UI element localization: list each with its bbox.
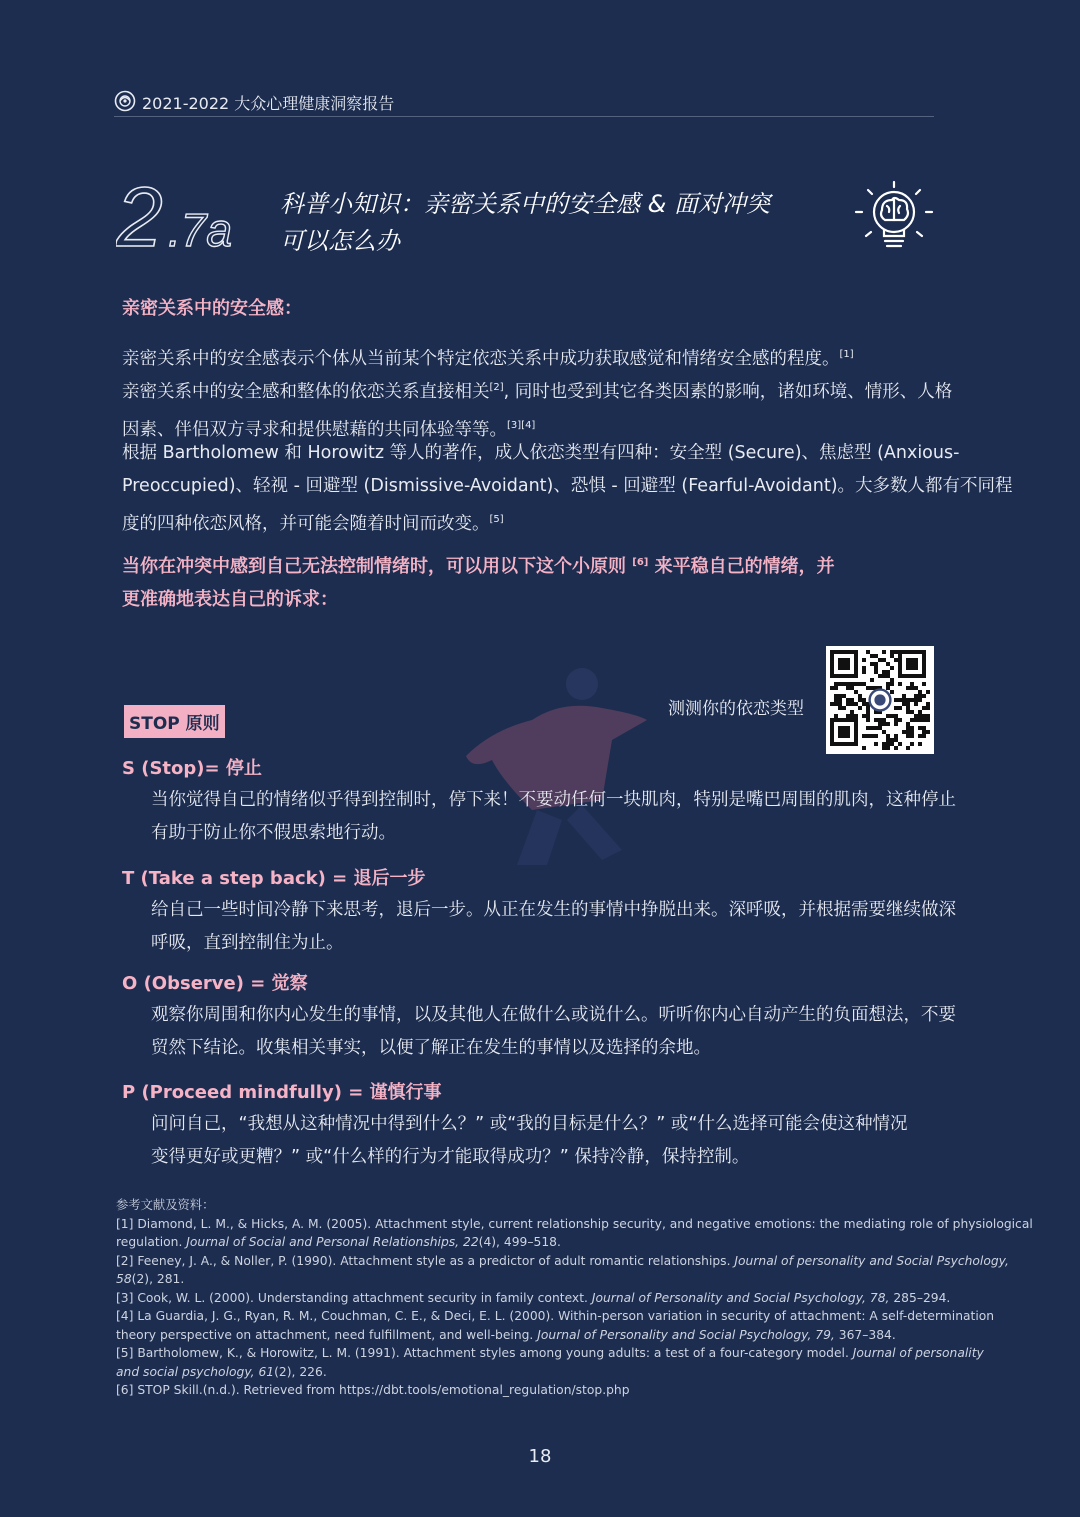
reference-4: [4] La Guardia, J. G., Ryan, R. M., Couchman, C. E., & Deci, E. L. (2000). Within-person variation in security of attachment: A self-determination theory perspective on attachment, need fulfillment, and well-being. Journal of Personality and Social Psychology, 79, 367–384. <box>116 1309 995 1342</box>
stop-badge: STOP 原则 <box>124 705 225 738</box>
reference-1: [1] Diamond, L. M., & Hicks, A. M. (2005). Attachment style, current relationship security, and negative emotions: the mediating role of physiological regulation. Journal of Social and Personal Relationships, 22(4), 499–518. <box>116 1216 1033 1249</box>
citation: [2] <box>489 382 504 393</box>
rule-body-t: 给自己一些时间冷静下来思考，退后一步。从正在发生的事情中挣脱出来。深呼吸，并根据需要继续做深 呼吸，直到控制住为止。 <box>151 900 956 953</box>
page-number: 18 <box>528 1446 552 1467</box>
reference-2: [2] Feeney, J. A., & Noller, P. (1990). Attachment style as a predictor of adult romantic relationships. Journal of personality and Social Psychology, 58(2), 281. <box>116 1253 1009 1286</box>
rule-body-p: 问问自己，“我想从这种情况中得到什么？” 或“我的目标是什么？” 或“什么选择可能会使这种情况 变得更好或更糟？” 或“什么样的行为才能取得成功？” 保持冷静，保持控制。 <box>151 1114 908 1167</box>
rule-body-o: 观察你周围和你内心发生的事情，以及其他人在做什么或说什么。听听你内心自动产生的负面想法，不要 贸然下结论。收集相关事实，以便了解正在发生的事情以及选择的余地。 <box>151 1005 956 1058</box>
citation: [3][4] <box>507 419 536 431</box>
reference-6[interactable]: [6] STOP Skill.(n.d.). Retrieved from https://dbt.tools/emotional_regulation/stop.php <box>116 1383 630 1397</box>
intimacy-paragraph-1: 亲密关系中的安全感表示个体从当前某个特定依恋关系中成功获取感觉和情绪安全感的程度。[1] <box>122 348 854 369</box>
report-logo-icon <box>114 90 136 112</box>
highlight-text: 当你在冲突中感到自己无法控制情绪时，可以用以下这个小原则 [6] 来平稳自己的情绪，并 更准确地表达自己的诉求： <box>122 556 835 610</box>
references-title: 参考文献及资料： <box>116 1198 215 1212</box>
citation: [1] <box>839 349 854 360</box>
rule-heading-o: O (Observe) = 觉察 <box>122 973 308 994</box>
references <box>116 1196 1033 1400</box>
page-header <box>114 90 934 117</box>
section-number-sub: .7a <box>168 204 232 256</box>
rule-body-s: 当你觉得自己的情绪似乎得到控制时，停下来！不要动任何一块肌肉，特别是嘴巴周围的肌肉，这种停止 有助于防止你不假思索地行动。 <box>151 790 956 843</box>
rule-heading-p: P (Proceed mindfully) = 谨慎行事 <box>122 1082 442 1103</box>
section-number-main: 2 <box>116 178 163 256</box>
report-title: 2021-2022 大众心理健康洞察报告 <box>142 94 395 113</box>
section-number <box>116 178 256 256</box>
qr-code[interactable] <box>826 646 934 754</box>
qr-label: 测测你的依恋类型 <box>668 699 804 719</box>
rule-heading-s: S (Stop)= 停止 <box>122 758 262 779</box>
intimacy-paragraph-3: 根据 Bartholomew 和 Horowitz 等人的著作，成人依恋类型有四种：安全型 (Secure)、焦虑型 (Anxious- Preoccupied)、轻视 - 回避型 (Dismissive-Avoidant)、恐惧 - 回避型 (Fearful-Avoidant)。大多数人都有不同程 度的四种依恋风格，并可能会随着时间而改变。[5] <box>122 443 1013 534</box>
brain-bulb-icon <box>852 178 936 258</box>
section-title <box>280 186 770 260</box>
rule-heading-t: T (Take a step back) = 退后一步 <box>122 868 426 889</box>
intimacy-paragraph-2: 亲密关系中的安全感和整体的依恋关系直接相关[2], 同时也受到其它各类因素的影响，诸如环境、情形、人格 因素、伴侣双方寻求和提供慰藉的共同体验等等。[3][4] <box>122 381 953 440</box>
reference-5: [5] Bartholomew, K., & Horowitz, L. M. (1991). Attachment styles among young adults: a test of a four-category model. Journal of personality and social psychology, 61(2), 226. <box>116 1346 984 1379</box>
section-title-line1: 科普小知识：亲密关系中的安全感 & 面对冲突 <box>280 190 770 218</box>
section-title-line2: 可以怎么办 <box>280 227 400 255</box>
citation: [5] <box>489 514 504 525</box>
citation: [6] <box>632 557 649 568</box>
reference-3: [3] Cook, W. L. (2000). Understanding attachment security in family context. Journal of Personality and Social Psychology, 78, 285–294. <box>116 1290 951 1305</box>
intimacy-heading: 亲密关系中的安全感： <box>122 298 302 319</box>
